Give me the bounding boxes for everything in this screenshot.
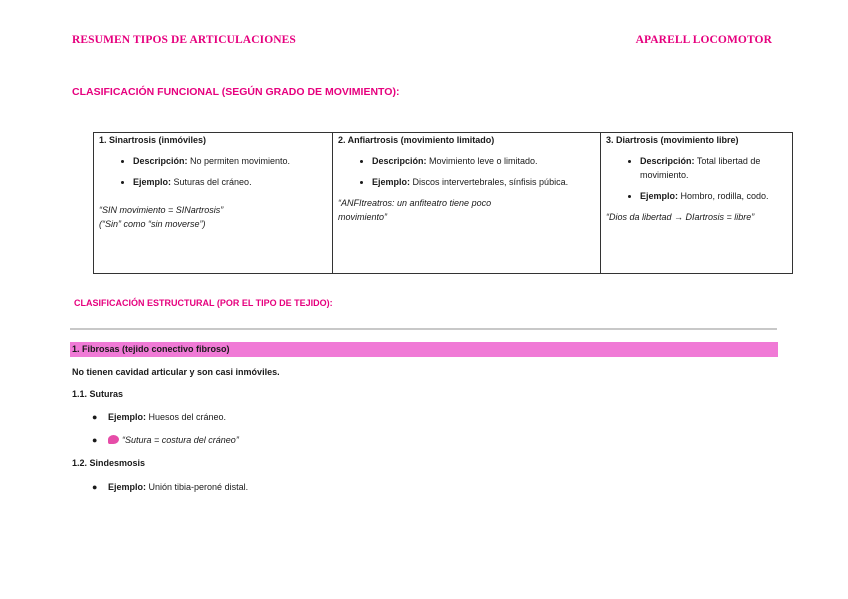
sindesmosis-example-item: ● Ejemplo: Unión tibia-peroné distal. [92,482,249,492]
sindesmosis-title: 1.2. Sindesmosis [72,458,146,468]
column-title: 2. Anfiartrosis (movimiento limitado) [338,135,495,145]
fibrosas-title-bar: 1. Fibrosas (tejido conectivo fibroso) [70,342,778,357]
bullet-icon: ● [92,412,98,422]
divider [70,328,777,330]
column-title: 3. Diartrosis (movimiento libre) [606,135,739,145]
bullet-icon: ● [92,435,98,445]
description-item: • Descripción: Total libertad de movimiento. [640,154,787,182]
bullet-icon: ● [92,482,98,492]
column-anfiartrosis [333,133,601,274]
description-item: • Descripción: Movimiento leve o limitado. [372,154,595,168]
functional-heading: CLASIFICACIÓN FUNCIONAL (SEGÚN GRADO DE MOVIMIENTO): [72,86,400,98]
example-item: • Ejemplo: Hombro, rodilla, codo. [640,189,787,203]
suturas-example-item: ● Ejemplo: Huesos del cráneo. [92,412,227,422]
suturas-mnemonic-item: ● “Sutura = costura del cráneo” [92,435,239,445]
fibrosas-intro: No tienen cavidad articular y son casi inmóviles. [72,367,280,377]
header-title-left: RESUMEN TIPOS DE ARTICULACIONES [72,34,296,46]
mnemonic-text: “ANFItreatros: un anfiteatro tiene poco movimiento” [338,198,492,222]
header-title-right: APARELL LOCOMOTOR [635,34,772,46]
mnemonic-text: “Dios da libertad → DIartrosis = libre” [606,212,755,222]
column-sinartrosis [94,133,333,274]
column-diartrosis [601,133,793,274]
structural-heading: CLASIFICACIÓN ESTRUCTURAL (POR EL TIPO DE TEJIDO): [74,298,333,308]
speech-bubble-icon [108,435,119,444]
functional-table [93,132,793,274]
example-item: • Ejemplo: Discos intervertebrales, sínfisis púbica. [372,175,595,189]
description-item: • Descripción: No permiten movimiento. [133,154,327,168]
example-item: • Ejemplo: Suturas del cráneo. [133,175,327,189]
column-title: 1. Sinartrosis (inmóviles) [99,135,207,145]
suturas-title: 1.1. Suturas [72,389,124,399]
mnemonic-text: “SIN movimiento = SINartrosis” (“Sin” como “sin moverse”) [99,205,224,229]
